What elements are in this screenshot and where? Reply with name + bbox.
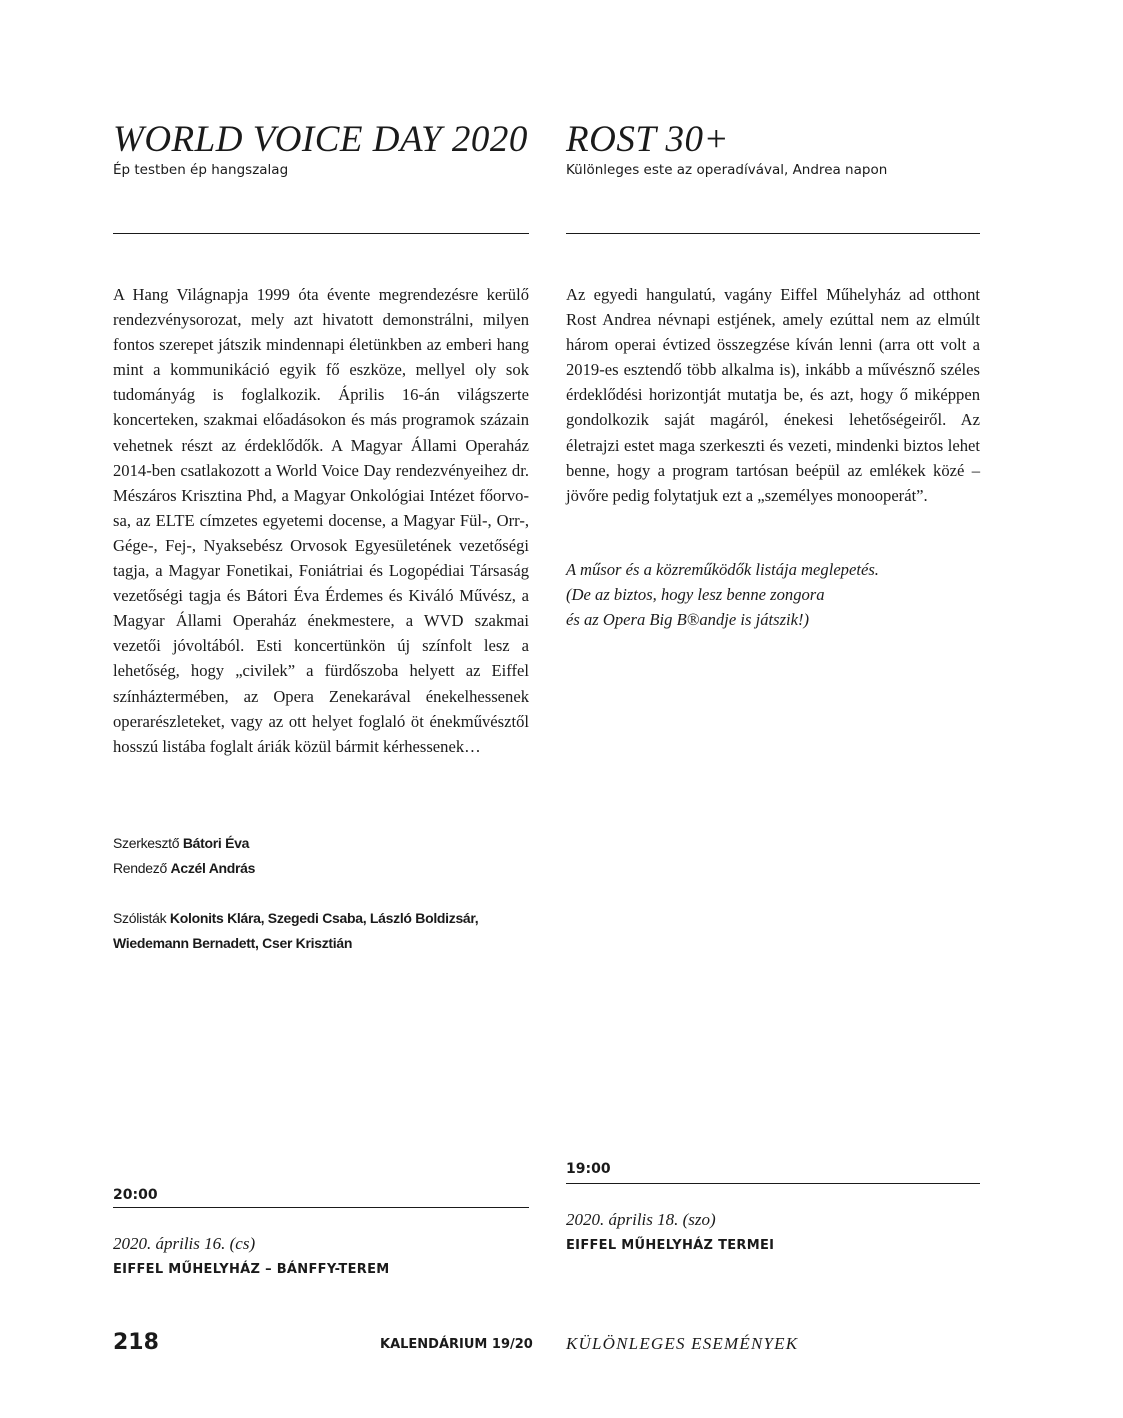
right-event-title: ROST 30+ (566, 119, 729, 160)
right-event-subtitle: Különleges este az operadívával, Andrea napon (566, 162, 888, 178)
left-time-divider (113, 1207, 529, 1208)
left-event-date: 2020. április 16. (cs) (113, 1234, 256, 1253)
left-event-body (113, 282, 529, 759)
right-event-date: 2020. április 18. (szo) (566, 1210, 716, 1229)
note-line-3: és az Opera Big B®andje is játszik!) (566, 610, 810, 629)
editor-label: Szerkesztő (113, 835, 180, 851)
right-event-time: 19:00 (566, 1161, 611, 1177)
editor-credit (113, 831, 543, 856)
right-event-venue: EIFFEL MŰHELYHÁZ TERMEI (566, 1238, 775, 1253)
page-number: 218 (113, 1330, 159, 1355)
section-name: KÜLÖNLEGES ESEMÉNYEK (566, 1334, 799, 1353)
right-title-divider (566, 233, 980, 234)
director-label: Rendező (113, 860, 167, 876)
director-credit (113, 856, 543, 881)
right-time-divider (566, 1183, 980, 1184)
soloists-names-line2: Wiedemann Bernadett, Cser Krisztián (113, 935, 353, 951)
soloists-names-line1: Kolonits Klára, Szegedi Csaba, László Boldizsár, (169, 910, 479, 926)
director-name: Aczél András (170, 860, 256, 876)
left-event-credits (113, 831, 543, 956)
note-line-1: A műsor és a közreműködők listája meglepetés. (566, 560, 879, 579)
left-event-body-paragraph: A Hang Világnapja 1999 óta évente megrendezésre kerülő rendezvénysorozat, mely azt hivatott demonstrálni, milyen fontos szerepet játszik mindennapi életünkben az emberi hang mint a kommunikáció egyik fő eszköze, mellyel oly sok tudományág is foglalkozik. Április 16-án világszerte koncerteken, szakmai előadásokon és más programok százain vehetnek részt az érdeklődők. A Magyar Állami Operaház 2014-ben csatlakozott a World Voice Day rendezvényeihez dr. Mészáros Krisztina Phd, a Magyar Onkológiai Intézet főorvosa, az ELTE címzetes egyetemi docense, a Magyar Fül-, Orr-, Gége-, Fej-, Nyaksebész Orvosok Egyesületének vezetőségi tagja, a Magyar Fonetikai, Foniátriai és Logopédiai Társaság vezetőségi tagja és Bátori Éva Érdemes és Kiváló Művész, a Magyar Állami Operaház énekmestere, a WVD szakmai vezetői jóvoltából. Esti koncertünkön új színfolt lesz a lehetőség, hogy „civilek” a fürdőszoba helyett az Eiffel színháztermében, az Opera Zenekarával énekelhessenek operarészleteket, vagy az ott helyet foglaló öt énekművésztől hosszú listába foglalt áriák közül bármit kérhessenek… (113, 285, 529, 756)
left-event-title: WORLD VOICE DAY 2020 (113, 119, 528, 160)
note-line-2: (De az biztos, hogy lesz benne zongora (566, 585, 825, 604)
publication-name: KALENDÁRIUM 19/20 (380, 1337, 533, 1352)
left-event-subtitle: Ép testben ép hangszalag (113, 162, 289, 178)
right-event-body-paragraph: Az egyedi hangulatú, vagány Eiffel Műhelyház ad otthont Rost Andrea névnapi estjének, amely ezúttal nem az elmúlt három operai évtized összegzése kíván lenni (arra ott volt a 2019-es esztendő több alkalma is), inkább a művésznő széles érdeklődési horizontját mutatja be, és azt, hogy ő miképpen gondolkozik saját magáról, énekesi lehetőségeiről. Az életrajzi estet maga szerkeszti és vezeti, mindenki biztos lehet benne, hogy a program tartósan beépül az emlékek közé – jövőre pedig folytatjuk ezt a „személyes monooperát”. (566, 285, 980, 505)
left-event-venue: EIFFEL MŰHELYHÁZ – BÁNFFY-TEREM (113, 1262, 390, 1277)
right-event-body (566, 282, 980, 508)
right-event-note (566, 557, 980, 632)
soloists-credit (113, 906, 543, 931)
soloists-label: Szólisták (113, 910, 167, 926)
editor-name: Bátori Éva (182, 835, 250, 851)
left-event-time: 20:00 (113, 1187, 158, 1203)
left-title-divider (113, 233, 529, 234)
